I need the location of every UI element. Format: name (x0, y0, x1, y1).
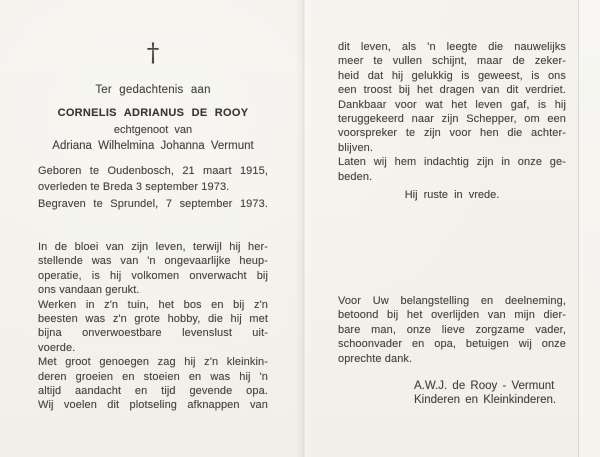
acknowledgement-paragraph (338, 294, 566, 366)
body-line: beden. (338, 170, 373, 183)
life-dates (38, 163, 268, 212)
body-line: beesten was z'n grote hobby, die hij met (38, 313, 268, 326)
center-fold (295, 0, 313, 457)
dates-line: Begraven te Sprundel, 7 september 1973. (38, 197, 268, 210)
body-line: dit leven, als 'n leegte die nauwelijks (338, 41, 566, 53)
thanks-line: oprechte dank. (338, 352, 413, 365)
signature-block (338, 379, 566, 408)
deceased-name: CORNELIS ADRIANUS DE ROOY (57, 107, 249, 119)
dates-line: overleden te Breda 3 september 1973. (38, 181, 230, 194)
right-page (338, 0, 566, 457)
signature-line: A.W.J. de Rooy - Vermunt (414, 380, 555, 392)
left-page (38, 0, 268, 457)
dates-line: Geboren te Oudenbosch, 21 maart 1915, (38, 165, 268, 177)
body-line: teruggekeerd naar zijn Schepper, om een (338, 113, 566, 126)
body-line: Laten wij hem indachtig zijn in onze ge- (338, 156, 566, 169)
body-line: Wij voelen dit plotseling afknappen van (38, 399, 268, 412)
spouse-intro: echtgenoot van (113, 124, 193, 136)
thanks-line: Voor Uw belangstelling en deelneming, (338, 295, 566, 307)
body-line: heid dat hij gelukkig is geweest, is ons (338, 69, 566, 82)
thanks-line: bare man, onze lieve zorgzame vader, (338, 323, 566, 336)
body-line: ons vandaan gerukt. (38, 284, 140, 297)
body-line: bijna onverwoestbare levenslust uit- (38, 327, 268, 340)
right-body-paragraph (338, 40, 566, 184)
body-line: Werken in z'n tuin, het bos en bij z'n (38, 298, 268, 311)
dedication-text: Ter gedachtenis aan (95, 84, 211, 96)
cross-icon: † (146, 38, 160, 67)
body-line: stellende was van 'n ongevaarlijke heup- (38, 255, 268, 268)
left-body-paragraph (38, 240, 268, 413)
body-line: Dankbaar voor wat het leven gaf, is hij (338, 98, 566, 111)
signature-line: Kinderen en Kleinkinderen. (414, 394, 557, 407)
body-line: Met groot genoegen zag hij z'n kleinkin- (38, 356, 268, 369)
rest-in-peace-line: Hij ruste in vrede. (404, 189, 500, 201)
body-line: blijven. (338, 141, 374, 154)
thanks-line: schoonvader en opa, betuigen wij onze (338, 338, 566, 351)
body-line: voerde. (38, 341, 76, 354)
body-line: operatie, is hij volkomen onverwacht bij (38, 269, 268, 282)
spouse-name: Adriana Wilhelmina Johanna Vermunt (52, 140, 254, 152)
body-line: voorspreker te zijn voor hen die achter- (338, 127, 566, 140)
body-line: deren groeien en stoeien en was hij 'n (38, 370, 268, 383)
body-line: meer te vullen schijnt, maar de zeker- (338, 55, 566, 68)
right-edge-strip (579, 0, 600, 457)
body-line: een troost bij het dragen van dit verdriet. (338, 84, 566, 97)
body-line: altijd aandacht en tijd gevende opa. (38, 385, 268, 398)
body-line: In de bloei van zijn leven, terwijl hij her- (38, 241, 268, 253)
thanks-line: betoond bij het overlijden van mijn dier- (338, 309, 566, 322)
